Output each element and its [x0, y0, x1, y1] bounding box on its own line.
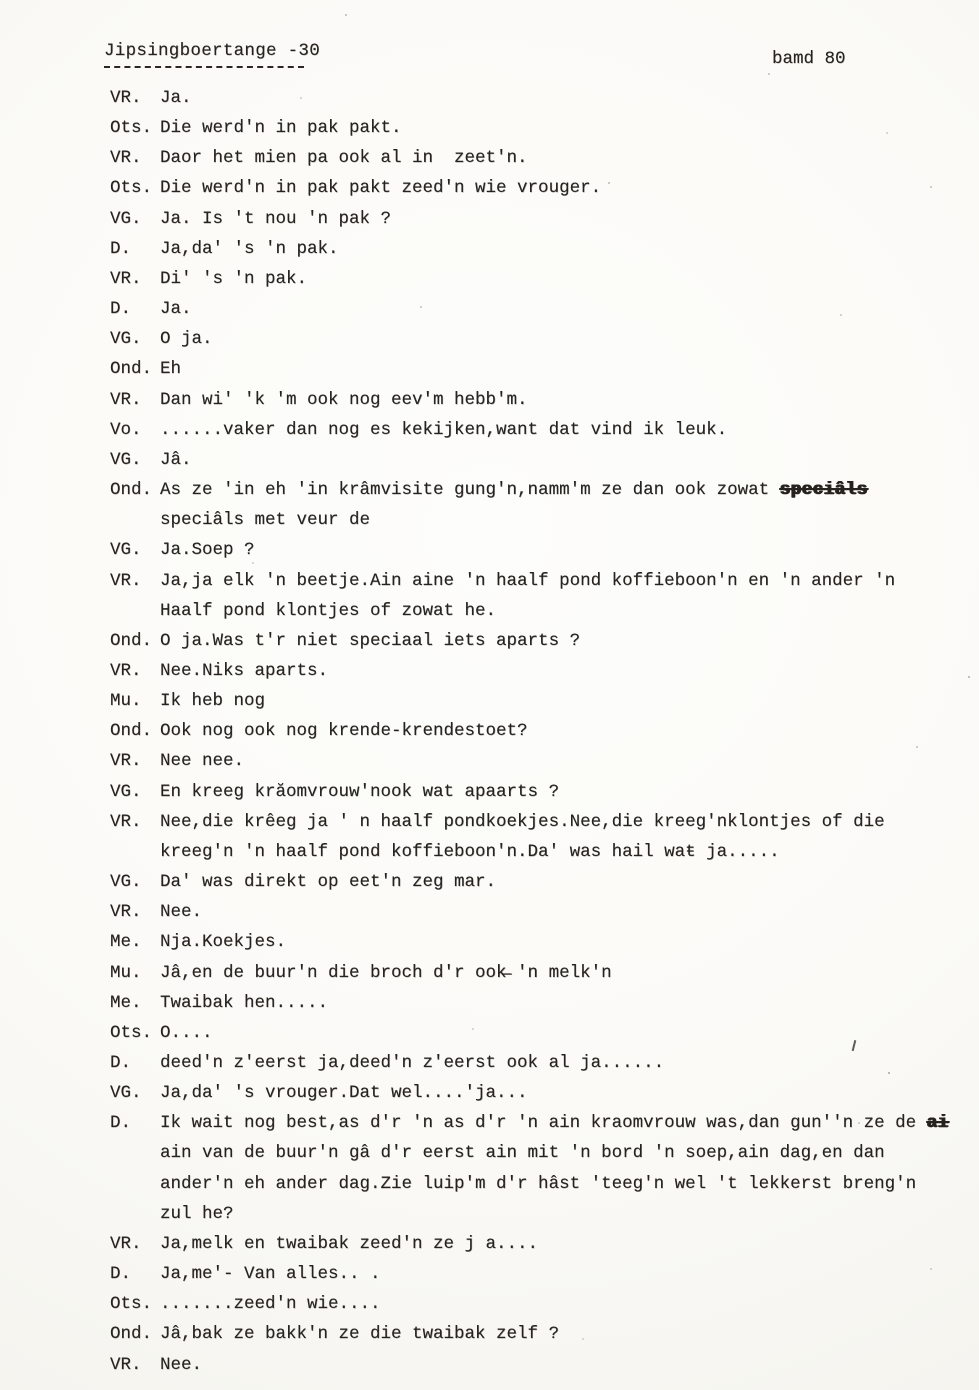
dialogue-text-wrap — [160, 234, 339, 264]
dialogue-text: Die werd'n in pak pakt zeed'n wie vrouger. — [160, 178, 602, 199]
dialogue-text: Nee,die krêeg ja ' n haalf pondkoekjes.Nee,die kreeg'nklontjes of die — [160, 811, 885, 832]
dialogue-text: Ja,ja elk 'n beetje.Ain aine 'n haalf pond koffieboon'n en 'n ander 'n — [160, 570, 896, 591]
speaker-label: VG. — [110, 449, 142, 470]
transcript-line — [0, 1169, 979, 1199]
dialogue-text: ......vaker dan nog es kekijken,want dat vind ik leuk. — [160, 419, 728, 440]
dialogue-text-wrap — [160, 173, 601, 203]
speaker-label: VR. — [110, 1354, 142, 1375]
dialogue-text: Nee. — [160, 1354, 203, 1375]
dialogue-text-wrap — [160, 204, 391, 234]
speaker-label: VR. — [110, 268, 142, 289]
speaker-label: D. — [110, 238, 132, 259]
transcript-line — [0, 897, 979, 927]
dialogue-text-wrap — [160, 1018, 213, 1048]
dialogue-text: speciâls met veur de — [160, 510, 371, 531]
dialogue-text-wrap — [160, 1229, 538, 1259]
dialogue-text-wrap — [160, 475, 868, 505]
speaker-label: VG. — [110, 208, 142, 229]
speaker-label: VR. — [110, 570, 142, 591]
speaker-label: D. — [110, 299, 132, 320]
transcript-line — [0, 626, 979, 656]
dialogue-text-wrap — [160, 656, 328, 686]
dialogue-text: Haalf pond klontjes of zowat he. — [160, 600, 497, 621]
dialogue-text-wrap — [160, 294, 192, 324]
dialogue-text: Ja.Soep ? — [160, 540, 255, 561]
transcript-line — [0, 113, 979, 143]
band-reference: bamd 80 — [772, 49, 846, 69]
dialogue-text: Ja,melk en twaibak zeed'n ze j a.... — [160, 1233, 539, 1254]
dialogue-text-wrap — [160, 1350, 202, 1380]
dialogue-text: Daor het mien pa ook al in zeet'n. — [160, 148, 528, 169]
dialogue-text: Ja,da' 's 'n pak. — [160, 238, 339, 259]
dialogue-text: Jâ,bak ze bakk'n ze die twaibak zelf ? — [160, 1324, 560, 1345]
speaker-label: Ond. — [110, 721, 153, 742]
dialogue-text-wrap — [160, 505, 370, 535]
dialogue-text: ander'n eh ander dag.Zie luip'm d'r hâst 'teeg'n wel 't lekkerst breng'n — [160, 1173, 917, 1194]
speaker-label: Mu. — [110, 962, 142, 983]
speaker-label: D. — [110, 1264, 132, 1285]
speaker-label: D. — [110, 1113, 132, 1134]
transcript-line — [0, 535, 979, 565]
transcript-line — [0, 294, 979, 324]
transcript-line — [0, 1259, 979, 1289]
document-title: Jipsingboertange -30 — [104, 41, 321, 61]
title-underline — [104, 66, 304, 68]
transcript-line — [0, 1350, 979, 1380]
speaker-label: Ond. — [110, 359, 153, 380]
dialogue-text-wrap — [160, 686, 265, 716]
speaker-label: Vo. — [110, 419, 142, 440]
speaker-label: VR. — [110, 902, 142, 923]
transcript-line — [0, 204, 979, 234]
dialogue-text-wrap — [160, 1319, 559, 1349]
dialogue-text-wrap — [160, 807, 885, 837]
dialogue-text-wrap — [160, 264, 307, 294]
transcript-line — [0, 807, 979, 837]
dialogue-text: Ook nog ook nog krende-krendestoet? — [160, 721, 528, 742]
transcript-line — [0, 1108, 979, 1138]
dialogue-text-wrap — [160, 1169, 916, 1199]
transcript-line — [0, 1048, 979, 1078]
transcript-line — [0, 385, 979, 415]
speaker-label: VR. — [110, 811, 142, 832]
dialogue-text: As ze 'in eh 'in krâmvisite gung'n,namm'm ze dan ook zowat — [160, 480, 780, 501]
transcript-line — [0, 746, 979, 776]
dialogue-text-wrap — [160, 1108, 949, 1138]
speaker-label: Ots. — [110, 178, 153, 199]
speaker-label: VR. — [110, 148, 142, 169]
transcript-line — [0, 1289, 979, 1319]
dialogue-text: Ja. — [160, 299, 192, 320]
dialogue-text-wrap — [160, 113, 402, 143]
dialogue-text: Ja. — [160, 88, 192, 108]
speaker-label: VG. — [110, 1083, 142, 1104]
speaker-label: VG. — [110, 540, 142, 561]
transcript-line — [0, 1199, 979, 1229]
dialogue-text-wrap — [160, 958, 612, 988]
transcript-line — [0, 264, 979, 294]
dialogue-text: En kreeg krăomvrouw'nook wat apaarts ? — [160, 781, 560, 802]
transcript-line — [0, 867, 979, 897]
transcript-line — [0, 234, 979, 264]
speaker-label: VR. — [110, 660, 142, 681]
speaker-label: Mu. — [110, 691, 142, 712]
transcript-line — [0, 958, 979, 988]
speaker-label: VG. — [110, 329, 142, 350]
dialogue-text: kreeg'n 'n haalf pond koffieboon'n.Da' was hail waŧ ja..... — [160, 841, 780, 862]
dialogue-text: Ja. Is 't nou 'n pak ? — [160, 208, 392, 229]
dialogue-text-wrap — [160, 746, 244, 776]
dialogue-text-wrap — [160, 596, 496, 626]
speaker-label: D. — [110, 1053, 132, 1073]
dialogue-text: zul he? — [160, 1203, 234, 1224]
dialogue-text-wrap — [160, 83, 192, 113]
dialogue-text: Jâ,en de buur'n die broch d'r ook̶ 'n melk'n — [160, 962, 612, 983]
dialogue-text: O ja. — [160, 329, 213, 350]
transcript-line — [0, 324, 979, 354]
dialogue-text: Ja,da' 's vrouger.Dat wel....'ja... — [160, 1083, 528, 1104]
transcript-line — [0, 505, 979, 535]
transcript-line — [0, 777, 979, 807]
dialogue-text: ain van de buur'n gâ d'r eerst ain mit 'n bord 'n soep,ain dag,en dan — [160, 1143, 885, 1164]
speaker-label: Ond. — [110, 630, 153, 651]
dialogue-text: Ja,me'- Van alles.. . — [160, 1264, 381, 1285]
dialogue-text-wrap — [160, 445, 192, 475]
dialogue-text: Twaibak hen..... — [160, 992, 329, 1013]
transcript-line — [0, 1078, 979, 1108]
transcript-line — [0, 1138, 979, 1168]
dialogue-text-wrap — [160, 867, 496, 897]
dialogue-text: O.... — [160, 1022, 213, 1043]
speaker-label: VR. — [110, 88, 142, 108]
dialogue-text-wrap — [160, 1259, 381, 1289]
transcript — [0, 83, 979, 1380]
speaker-label: Ots. — [110, 118, 153, 139]
speaker-label: Ots. — [110, 1022, 153, 1043]
dialogue-text-wrap — [160, 1289, 381, 1319]
scan-noise — [0, 0, 2, 2]
speaker-label: VR. — [110, 751, 142, 772]
transcript-line — [0, 1018, 979, 1048]
transcript-line — [0, 143, 979, 173]
dialogue-text: Da' was direkt op eet'n zeg mar. — [160, 872, 497, 893]
speaker-label: VG. — [110, 872, 142, 893]
dialogue-text-wrap — [160, 385, 528, 415]
speaker-label: Ond. — [110, 480, 153, 501]
speaker-label: Me. — [110, 992, 142, 1013]
transcript-line — [0, 988, 979, 1018]
dialogue-text: Dan wi' 'k 'm ook nog eev'm hebb'm. — [160, 389, 528, 410]
dialogue-text-wrap — [160, 897, 202, 927]
dialogue-text-wrap — [160, 324, 213, 354]
dialogue-text: Jâ. — [160, 449, 192, 470]
struck-text: speciâls — [779, 480, 868, 501]
transcript-line — [0, 716, 979, 746]
dialogue-text-wrap — [160, 988, 328, 1018]
dialogue-text-wrap — [160, 1138, 885, 1168]
transcript-line — [0, 837, 979, 867]
dialogue-text: Die werd'n in pak pakt. — [160, 118, 402, 139]
dialogue-text-wrap — [160, 716, 528, 746]
transcript-line — [0, 415, 979, 445]
dialogue-text: Ik wait nog best,as d'r 'n as d'r 'n ain kraomvrouw was,dan gun''n ze de — [160, 1113, 927, 1134]
dialogue-text: deed'n z'eerst ja,deed'n z'eerst ook al ja...... — [160, 1053, 665, 1073]
dialogue-text: Nja.Koekjes. — [160, 932, 287, 953]
dialogue-text: Nee. — [160, 902, 203, 923]
dialogue-text-wrap — [160, 143, 528, 173]
transcript-line — [0, 173, 979, 203]
dialogue-text: Di' 's 'n pak. — [160, 268, 308, 289]
transcript-line — [0, 656, 979, 686]
speaker-label: VG. — [110, 781, 142, 802]
speaker-label: Ots. — [110, 1294, 153, 1315]
dialogue-text: Nee nee. — [160, 751, 245, 772]
transcript-line — [0, 566, 979, 596]
dialogue-text: Eh — [160, 359, 182, 380]
transcript-line — [0, 354, 979, 384]
speaker-label: Ond. — [110, 1324, 153, 1345]
speaker-label: Me. — [110, 932, 142, 953]
transcript-line — [0, 927, 979, 957]
dialogue-text-wrap — [160, 1048, 664, 1078]
dialogue-text-wrap — [160, 927, 286, 957]
dialogue-text-wrap — [160, 777, 559, 807]
transcript-line — [0, 83, 979, 113]
struck-text: ai — [926, 1113, 949, 1134]
speaker-label: VR. — [110, 389, 142, 410]
dialogue-text-wrap — [160, 1199, 234, 1229]
speaker-label: VR. — [110, 1233, 142, 1254]
transcript-line — [0, 1319, 979, 1349]
dialogue-text-wrap — [160, 837, 780, 867]
dialogue-text: .......zeed'n wie.... — [160, 1294, 381, 1315]
dialogue-text-wrap — [160, 626, 580, 656]
dialogue-text-wrap — [160, 535, 255, 565]
dialogue-text: Nee.Niks aparts. — [160, 660, 329, 681]
dialogue-text-wrap — [160, 1078, 528, 1108]
dialogue-text: O ja.Was t'r niet speciaal iets aparts ? — [160, 630, 581, 651]
dialogue-text: Ik heb nog — [160, 691, 266, 712]
dialogue-text-wrap — [160, 415, 727, 445]
transcript-line — [0, 596, 979, 626]
transcript-line — [0, 686, 979, 716]
transcript-line — [0, 445, 979, 475]
transcript-line — [0, 1229, 979, 1259]
dialogue-text-wrap — [160, 354, 181, 384]
dialogue-text-wrap — [160, 566, 895, 596]
transcript-line — [0, 475, 979, 505]
